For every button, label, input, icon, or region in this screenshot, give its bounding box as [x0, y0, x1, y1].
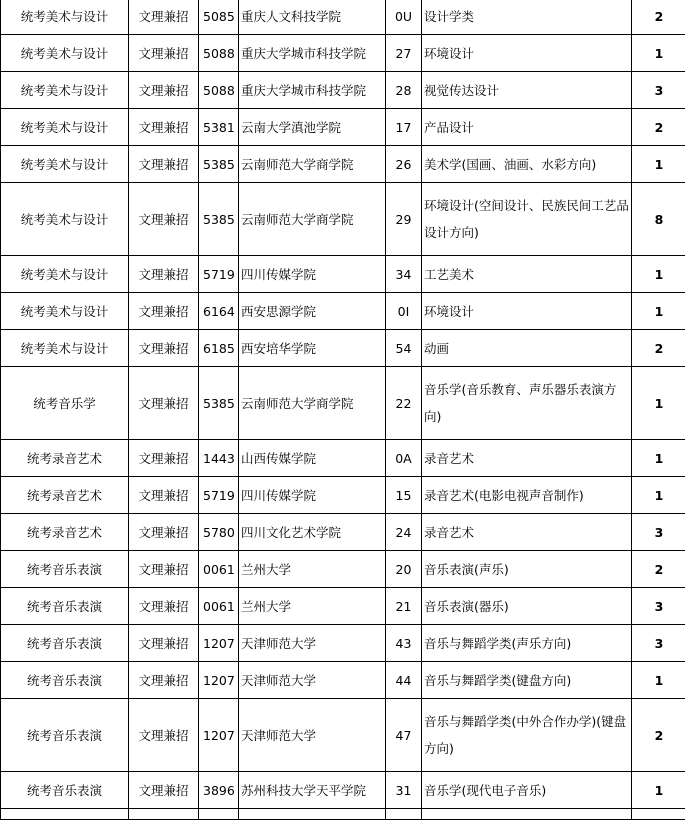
- school-name-cell: 重庆人文科技学院: [239, 0, 386, 35]
- school-name-cell: 山西传媒学院: [239, 440, 386, 477]
- school-name-cell: 天津师范大学: [239, 699, 386, 772]
- category-cell: 统考录音艺术: [1, 440, 129, 477]
- table-body: [1, 0, 685, 820]
- table-row: [1, 109, 685, 146]
- category-cell: 统考音乐表演: [1, 588, 129, 625]
- category-cell: 统考美术与设计: [1, 293, 129, 330]
- subject-type-cell: 文理兼招: [129, 699, 199, 772]
- major-code-cell: 44: [386, 662, 422, 699]
- major-name-cell: 环境设计(空间设计、民族民间工艺品设计方向): [422, 183, 632, 256]
- category-cell: 统考音乐学: [1, 367, 129, 440]
- school-name-cell: 天津师范大学: [239, 662, 386, 699]
- category-cell: 统考美术与设计: [1, 72, 129, 109]
- plan-count-cell: 1: [632, 477, 685, 514]
- major-code-cell: 34: [386, 256, 422, 293]
- table-row: [1, 551, 685, 588]
- school-code-cell: 1207: [199, 662, 239, 699]
- category-cell: 统考美术与设计: [1, 109, 129, 146]
- major-name-cell: 美术学(国画、油画、水彩方向): [422, 146, 632, 183]
- school-code-cell: 6185: [199, 330, 239, 367]
- major-code-cell: 0I: [386, 293, 422, 330]
- subject-type-cell: 文理兼招: [129, 0, 199, 35]
- subject-type-cell: 文理兼招: [129, 662, 199, 699]
- subject-type-cell: 文理兼招: [129, 477, 199, 514]
- empty-cell: [1, 809, 129, 820]
- plan-count-cell: 1: [632, 146, 685, 183]
- school-code-cell: 5085: [199, 0, 239, 35]
- category-cell: 统考美术与设计: [1, 183, 129, 256]
- school-name-cell: 兰州大学: [239, 551, 386, 588]
- category-cell: 统考美术与设计: [1, 35, 129, 72]
- school-code-cell: 0061: [199, 551, 239, 588]
- school-code-cell: 0061: [199, 588, 239, 625]
- subject-type-cell: 文理兼招: [129, 183, 199, 256]
- table-row: [1, 625, 685, 662]
- subject-type-cell: 文理兼招: [129, 588, 199, 625]
- table-row: [1, 183, 685, 256]
- major-name-cell: 音乐与舞蹈学类(键盘方向): [422, 662, 632, 699]
- school-code-cell: 5385: [199, 146, 239, 183]
- major-name-cell: 环境设计: [422, 35, 632, 72]
- category-cell: 统考美术与设计: [1, 0, 129, 35]
- plan-count-cell: 3: [632, 514, 685, 551]
- plan-count-cell: 3: [632, 72, 685, 109]
- school-code-cell: 5088: [199, 72, 239, 109]
- major-name-cell: 音乐表演(器乐): [422, 588, 632, 625]
- major-code-cell: 24: [386, 514, 422, 551]
- subject-type-cell: 文理兼招: [129, 330, 199, 367]
- school-name-cell: 西安培华学院: [239, 330, 386, 367]
- subject-type-cell: 文理兼招: [129, 772, 199, 809]
- plan-count-cell: 8: [632, 183, 685, 256]
- major-name-cell: 录音艺术: [422, 514, 632, 551]
- subject-type-cell: 文理兼招: [129, 551, 199, 588]
- school-name-cell: 云南师范大学商学院: [239, 183, 386, 256]
- subject-type-cell: 文理兼招: [129, 625, 199, 662]
- plan-count-cell: 1: [632, 662, 685, 699]
- major-name-cell: 音乐学(音乐教育、声乐器乐表演方向): [422, 367, 632, 440]
- major-code-cell: 28: [386, 72, 422, 109]
- major-code-cell: 43: [386, 625, 422, 662]
- major-name-cell: 动画: [422, 330, 632, 367]
- table-row: [1, 72, 685, 109]
- table-row: [1, 367, 685, 440]
- subject-type-cell: 文理兼招: [129, 146, 199, 183]
- plan-count-cell: 2: [632, 330, 685, 367]
- school-code-cell: 3896: [199, 772, 239, 809]
- plan-count-cell: 1: [632, 772, 685, 809]
- empty-cell: [239, 809, 386, 820]
- major-code-cell: 47: [386, 699, 422, 772]
- school-code-cell: 5719: [199, 256, 239, 293]
- category-cell: 统考音乐表演: [1, 772, 129, 809]
- school-name-cell: 四川文化艺术学院: [239, 514, 386, 551]
- category-cell: 统考美术与设计: [1, 256, 129, 293]
- major-name-cell: 工艺美术: [422, 256, 632, 293]
- school-name-cell: 四川传媒学院: [239, 477, 386, 514]
- subject-type-cell: 文理兼招: [129, 72, 199, 109]
- major-code-cell: 22: [386, 367, 422, 440]
- table-row: [1, 293, 685, 330]
- major-name-cell: 录音艺术(电影电视声音制作): [422, 477, 632, 514]
- school-code-cell: 5385: [199, 183, 239, 256]
- category-cell: 统考音乐表演: [1, 551, 129, 588]
- empty-cell: [129, 809, 199, 820]
- school-code-cell: 1207: [199, 625, 239, 662]
- major-code-cell: 26: [386, 146, 422, 183]
- plan-count-cell: 1: [632, 367, 685, 440]
- table-row: [1, 256, 685, 293]
- school-code-cell: 5780: [199, 514, 239, 551]
- category-cell: 统考音乐表演: [1, 625, 129, 662]
- table-row-partial: [1, 809, 685, 820]
- table-row: [1, 772, 685, 809]
- major-code-cell: 54: [386, 330, 422, 367]
- major-name-cell: 录音艺术: [422, 440, 632, 477]
- plan-count-cell: 1: [632, 35, 685, 72]
- school-name-cell: 四川传媒学院: [239, 256, 386, 293]
- plan-count-cell: 2: [632, 699, 685, 772]
- table-row: [1, 330, 685, 367]
- school-code-cell: 1207: [199, 699, 239, 772]
- major-name-cell: 设计学类: [422, 0, 632, 35]
- empty-cell: [632, 809, 685, 820]
- major-name-cell: 音乐表演(声乐): [422, 551, 632, 588]
- table-row: [1, 146, 685, 183]
- table-row: [1, 588, 685, 625]
- table-row: [1, 662, 685, 699]
- plan-count-cell: 2: [632, 0, 685, 35]
- category-cell: 统考音乐表演: [1, 699, 129, 772]
- major-code-cell: 15: [386, 477, 422, 514]
- subject-type-cell: 文理兼招: [129, 256, 199, 293]
- school-code-cell: 6164: [199, 293, 239, 330]
- school-name-cell: 兰州大学: [239, 588, 386, 625]
- category-cell: 统考录音艺术: [1, 514, 129, 551]
- empty-cell: [386, 809, 422, 820]
- table-row: [1, 35, 685, 72]
- category-cell: 统考美术与设计: [1, 330, 129, 367]
- major-code-cell: 31: [386, 772, 422, 809]
- plan-count-cell: 1: [632, 440, 685, 477]
- school-code-cell: 5719: [199, 477, 239, 514]
- plan-count-cell: 3: [632, 625, 685, 662]
- plan-count-cell: 1: [632, 256, 685, 293]
- major-code-cell: 29: [386, 183, 422, 256]
- major-code-cell: 0A: [386, 440, 422, 477]
- school-code-cell: 5385: [199, 367, 239, 440]
- category-cell: 统考音乐表演: [1, 662, 129, 699]
- subject-type-cell: 文理兼招: [129, 293, 199, 330]
- empty-cell: [422, 809, 632, 820]
- school-name-cell: 云南师范大学商学院: [239, 146, 386, 183]
- subject-type-cell: 文理兼招: [129, 367, 199, 440]
- subject-type-cell: 文理兼招: [129, 109, 199, 146]
- major-name-cell: 产品设计: [422, 109, 632, 146]
- plan-count-cell: 2: [632, 109, 685, 146]
- school-name-cell: 重庆大学城市科技学院: [239, 35, 386, 72]
- major-code-cell: 17: [386, 109, 422, 146]
- school-name-cell: 云南师范大学商学院: [239, 367, 386, 440]
- school-code-cell: 1443: [199, 440, 239, 477]
- subject-type-cell: 文理兼招: [129, 35, 199, 72]
- table-row: [1, 0, 685, 35]
- table-row: [1, 477, 685, 514]
- major-code-cell: 0U: [386, 0, 422, 35]
- school-name-cell: 西安思源学院: [239, 293, 386, 330]
- plan-count-cell: 1: [632, 293, 685, 330]
- school-name-cell: 苏州科技大学天平学院: [239, 772, 386, 809]
- major-name-cell: 音乐与舞蹈学类(声乐方向): [422, 625, 632, 662]
- major-code-cell: 21: [386, 588, 422, 625]
- subject-type-cell: 文理兼招: [129, 514, 199, 551]
- school-code-cell: 5088: [199, 35, 239, 72]
- category-cell: 统考录音艺术: [1, 477, 129, 514]
- school-code-cell: 5381: [199, 109, 239, 146]
- school-name-cell: 天津师范大学: [239, 625, 386, 662]
- table-row: [1, 440, 685, 477]
- table-row: [1, 514, 685, 551]
- school-name-cell: 云南大学滇池学院: [239, 109, 386, 146]
- major-code-cell: 27: [386, 35, 422, 72]
- plan-count-cell: 3: [632, 588, 685, 625]
- major-name-cell: 视觉传达设计: [422, 72, 632, 109]
- category-cell: 统考美术与设计: [1, 146, 129, 183]
- school-name-cell: 重庆大学城市科技学院: [239, 72, 386, 109]
- major-name-cell: 音乐与舞蹈学类(中外合作办学)(键盘方向): [422, 699, 632, 772]
- empty-cell: [199, 809, 239, 820]
- table-row: [1, 699, 685, 772]
- plan-count-cell: 2: [632, 551, 685, 588]
- major-code-cell: 20: [386, 551, 422, 588]
- major-name-cell: 环境设计: [422, 293, 632, 330]
- subject-type-cell: 文理兼招: [129, 440, 199, 477]
- major-name-cell: 音乐学(现代电子音乐): [422, 772, 632, 809]
